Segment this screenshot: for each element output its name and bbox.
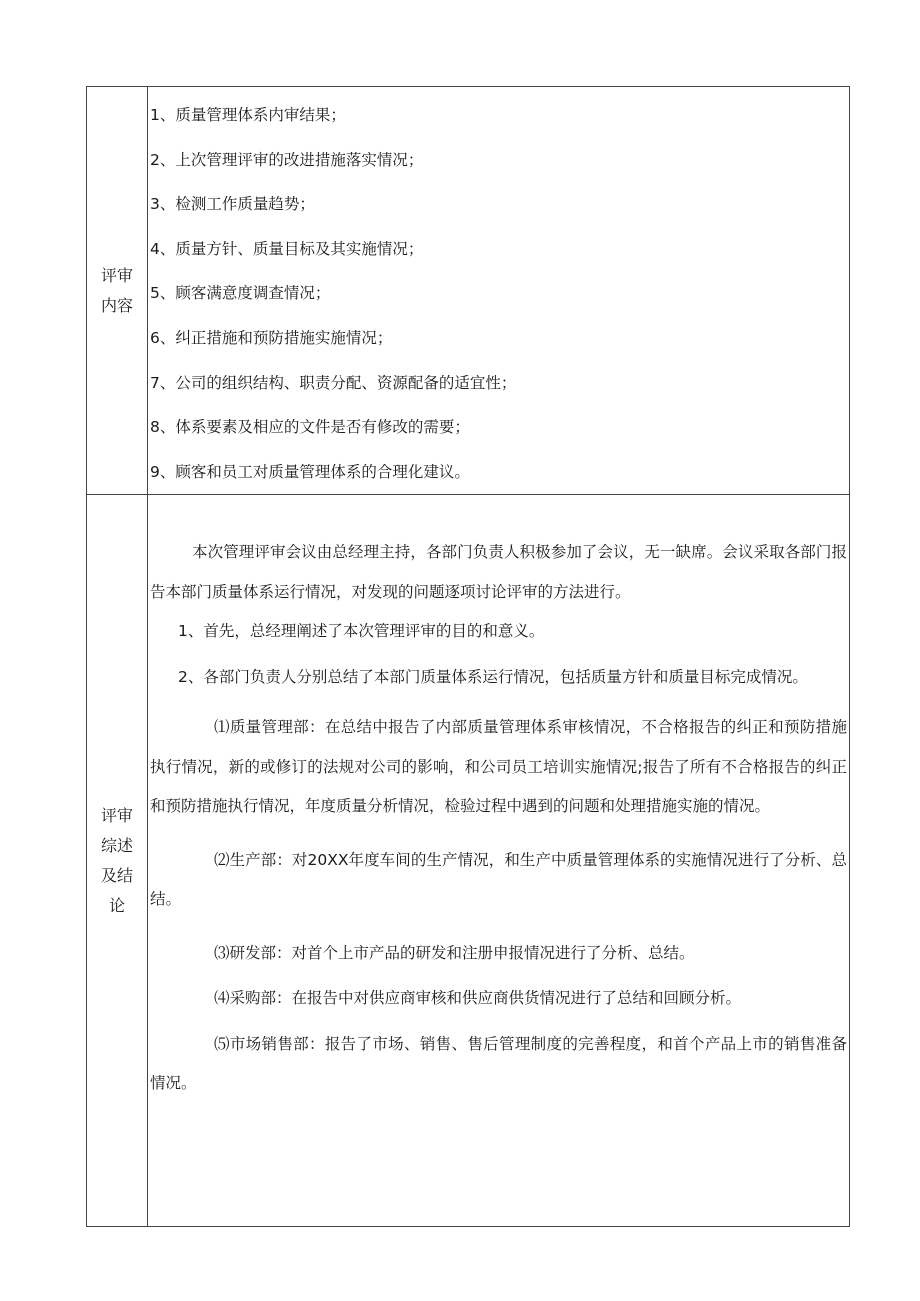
review-conclusion-label [101, 801, 133, 921]
label-line: 评审 [100, 265, 133, 285]
conclusion-intro: 本次管理评审会议由总经理主持，各部门负责人积极参加了会议，无一缺席。会议采取各部门报告本部门质量体系运行情况，对发现的问题逐项讨论评审的方法进行。 [150, 543, 847, 601]
label-line: 论 [108, 895, 125, 915]
label-line: 及结 [100, 865, 133, 885]
review-content-item: 1、质量管理体系内审结果； [150, 106, 346, 124]
review-content-label [101, 261, 133, 321]
review-content-row [87, 87, 850, 495]
review-content-item: 3、检测工作质量趋势； [150, 195, 315, 214]
review-content-list [148, 87, 850, 495]
review-conclusion-body [148, 495, 850, 1227]
review-content-item: 9、顾客和员工对质量管理体系的合理化建议。 [150, 462, 470, 481]
review-content-item: 7、公司的组织结构、职责分配、资源配备的适宜性； [150, 373, 517, 392]
review-conclusion-label-cell [87, 495, 148, 1227]
review-content-item: 2、上次管理评审的改进措施落实情况； [150, 150, 424, 169]
conclusion-step: 2、各部门负责人分别总结了本部门质量体系运行情况，包括质量方针和质量目标完成情况。 [178, 667, 808, 686]
review-record-table [86, 86, 850, 1227]
department-report: ⑶研发部：对首个上市产品的研发和注册申报情况进行了分析、总结。 [214, 943, 695, 962]
review-conclusion-row [87, 495, 850, 1227]
review-content-item: 5、顾客满意度调查情况； [150, 284, 331, 303]
review-content-label-cell [87, 87, 148, 495]
label-line: 评审 [100, 805, 133, 825]
label-line: 内容 [100, 295, 133, 315]
conclusion-step: 1、首先，总经理阐述了本次管理评审的目的和意义。 [178, 622, 545, 641]
review-content-item: 8、体系要素及相应的文件是否有修改的需要； [150, 418, 470, 437]
department-report: ⑸市场销售部：报告了市场、销售、售后管理制度的完善程度，和首个产品上市的销售准备情况。 [150, 1034, 847, 1093]
review-content-item: 6、纠正措施和预防措施实施情况； [150, 328, 393, 347]
review-content-item: 4、质量方针、质量目标及其实施情况； [150, 239, 424, 258]
department-report: ⑷采购部：在报告中对供应商审核和供应商供货情况进行了总结和回顾分析。 [214, 989, 742, 1008]
department-report: ⑴质量管理部：在总结中报告了内部质量管理体系审核情况，不合格报告的纠正和预防措施执行情况，新的或修订的法规对公司的影响，和公司员工培训实施情况;报告了所有不合格报告的纠正和预防措施执行情况，年度质量分析情况，检验过程中遇到的问题和处理措施实施的情况。 [150, 718, 847, 816]
department-report: ⑵生产部：对20XX年度车间的生产情况，和生产中质量管理体系的实施情况进行了分析、总结。 [150, 850, 847, 909]
label-line: 综述 [100, 835, 133, 855]
